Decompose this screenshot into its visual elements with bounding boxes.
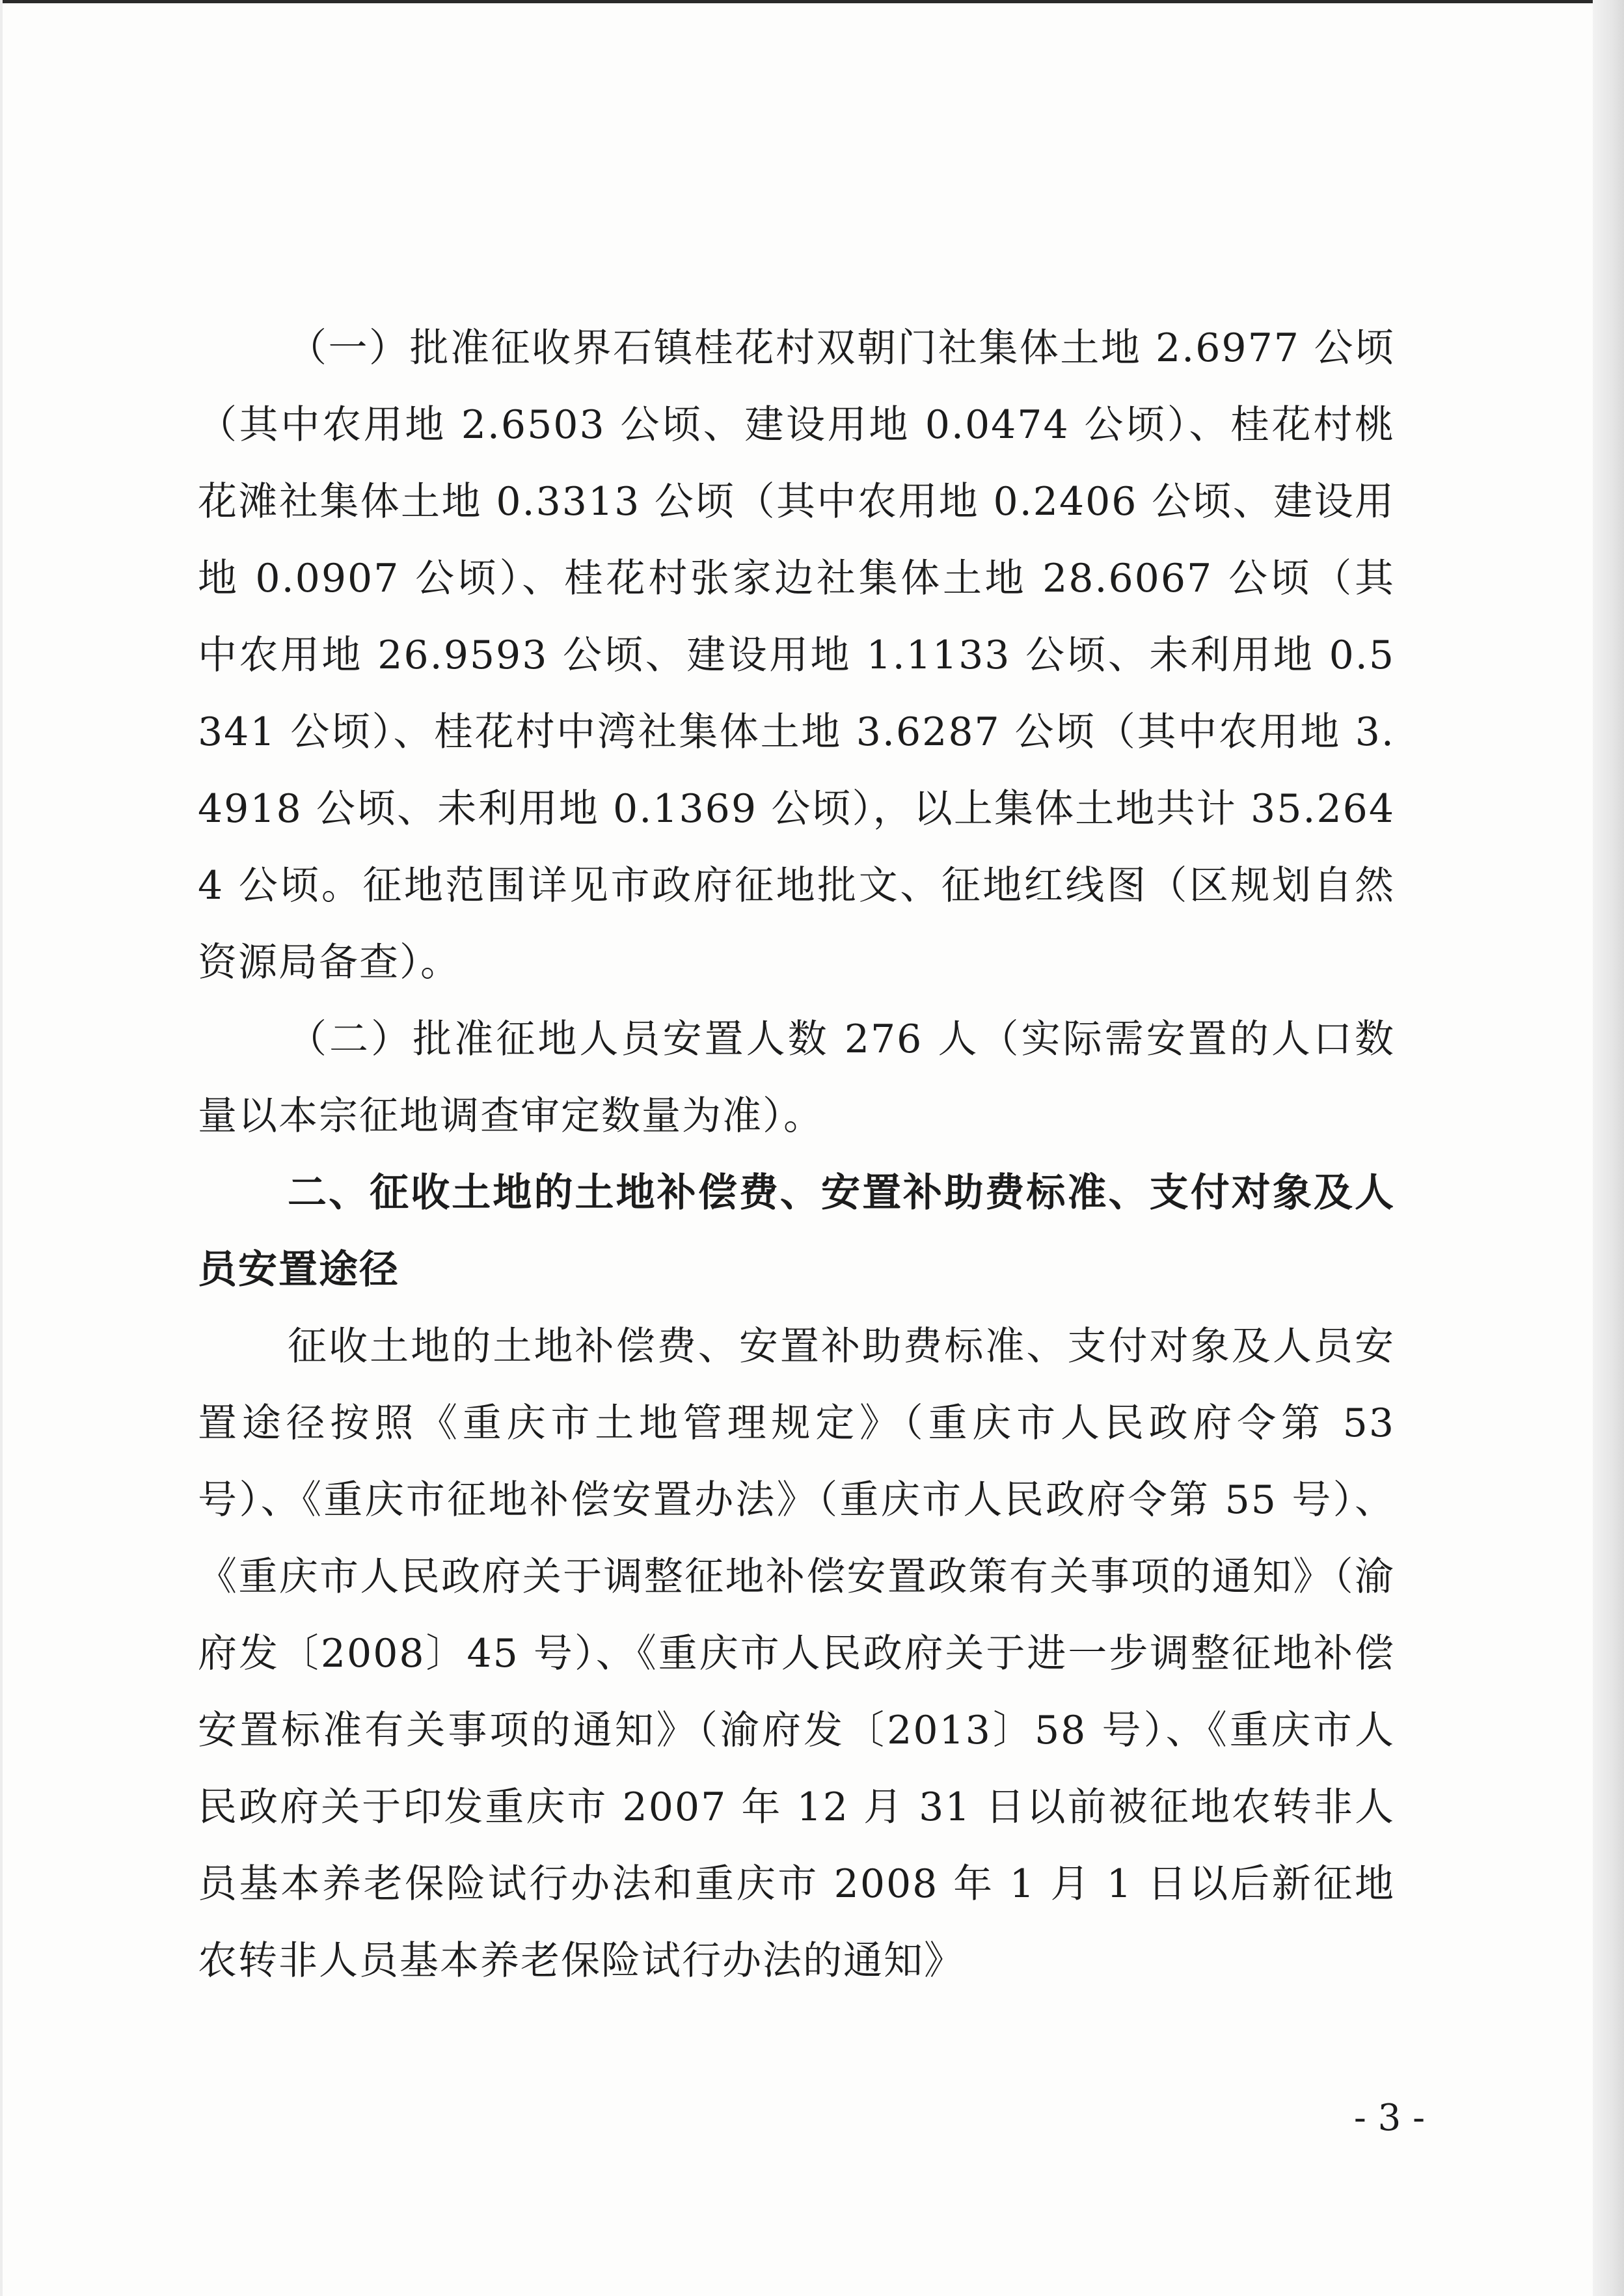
scan-edge-right xyxy=(1593,0,1624,2296)
paragraph-resettlement-count: （二）批准征地人员安置人数 276 人（实际需安置的人口数量以本宗征地调查审定数量为准）。 xyxy=(198,1017,1395,1139)
paragraph-compensation-basis: 征收土地的土地补偿费、安置补助费标准、支付对象及人员安置途径按照《重庆市土地管理规定》（重庆市人民政府令第 53 号）、《重庆市征地补偿安置办法》（重庆市人民政府令第 55 号）、《重庆市人民政府关于调整征地补偿安置政策有关事项的通知》（渝府发〔2008〕45 号）、《重庆市人民政府关于进一步调整征地补偿安置标准有关事项的通知》（渝府发〔2013〕58 号）、《重庆市人民政府关于印发重庆市 2007 年 12 月 31 日以前被征地农转非人员基本养老保险试行办法和重庆市 2008 年 1 月 1 日以后新征地农转非人员基本养老保险试行办法的通知》 xyxy=(198,1324,1395,1984)
paragraph-land-acquisition-approval: （一）批准征收界石镇桂花村双朝门社集体土地 2.6977 公顷（其中农用地 2.6503 公顷、建设用地 0.0474 公顷）、桂花村桃花滩社集体土地 0.3313 公顷（其中农用地 0.2406 公顷、建设用地 0.0907 公顷）、桂花村张家边社集体土地 28.6067 公顷（其中农用地 26.9593 公顷、建设用地 1.1133 公顷、未利用地 0.5341 公顷）、桂花村中湾社集体土地 3.6287 公顷（其中农用地 3.4918 公顷、未利用地 0.1369 公顷），以上集体土地共计 35.2644 公顷。征地范围详见市政府征地批文、征地红线图（区规划自然资源局备查）。 xyxy=(198,325,1395,985)
scan-edge-left xyxy=(0,0,3,2296)
scan-edge-top xyxy=(0,0,1624,3)
document-body xyxy=(198,310,1395,1999)
page-number: - 3 - xyxy=(1353,2097,1425,2139)
section-heading-compensation: 二、征收土地的土地补偿费、安置补助费标准、支付对象及人员安置途径 xyxy=(198,1170,1395,1292)
